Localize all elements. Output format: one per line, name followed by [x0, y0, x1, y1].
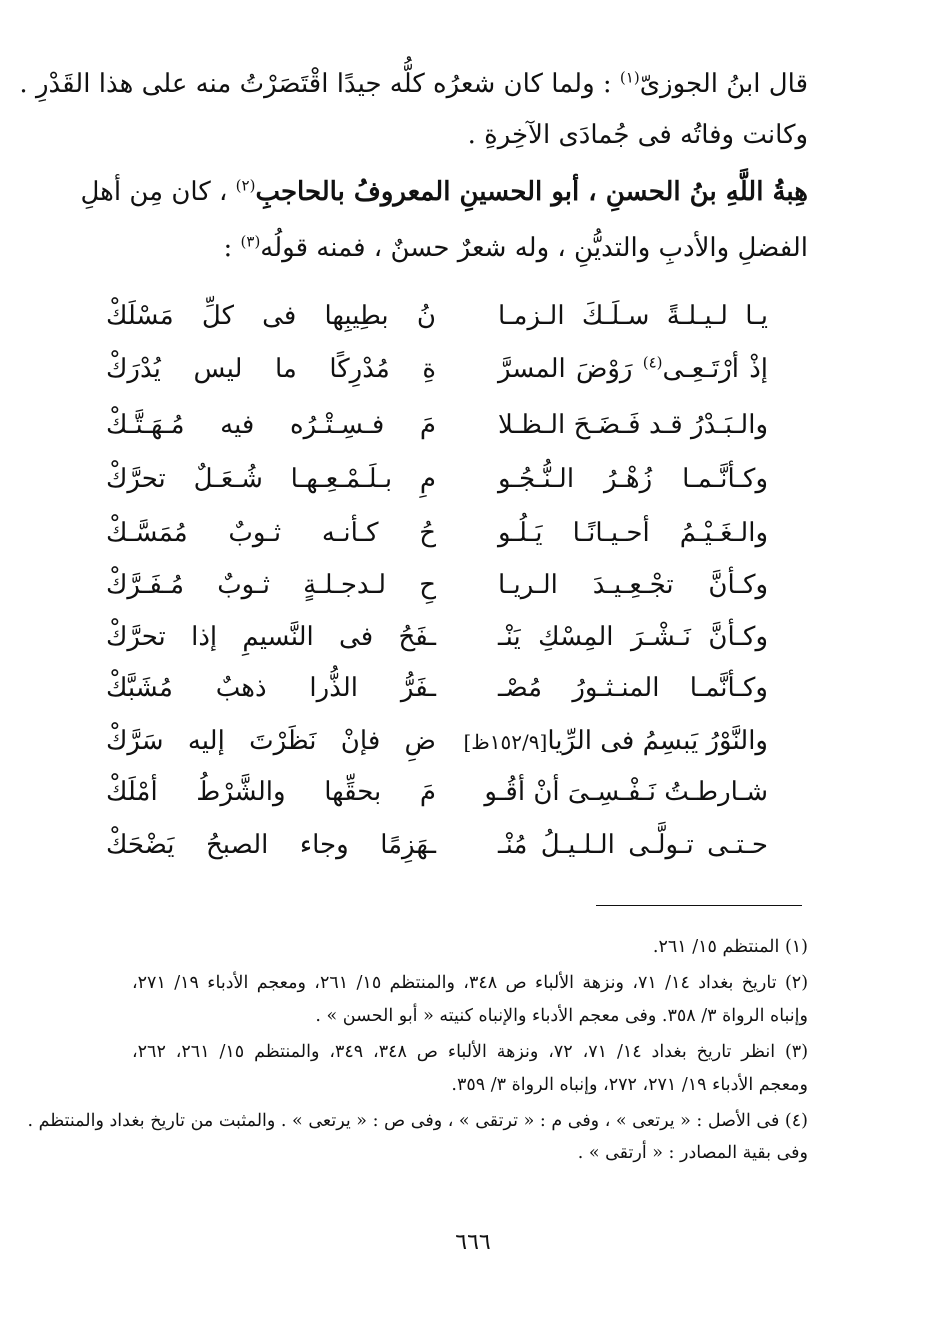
body-line-4-post: :: [223, 233, 241, 263]
footnote-4-line-1: (٤) فى الأصل : « يرتعى » ، وفى م : « ترتقى » ، وفى ص : « يرتعى » . والمثبت من تاريخ بغداد والمنتظم .: [27, 1111, 808, 1131]
body-line-4-pre: الفضلِ والأدبِ والتديُّنِ ، وله شعرٌ حسنٌ ، فمنه قولُه: [260, 233, 808, 263]
body-line-1-pre: قال ابنُ الجوزىّ: [639, 69, 808, 99]
verse-5-sadr: والـغَـيْـمُ أحـيـانًـا يَـلُـو: [498, 518, 768, 548]
verse-6-sadr: وكـأنَّ تجْـعِـيـدَ الـريـا: [498, 570, 768, 600]
verse-7-ajuz: ـفَحُ فى النَّسيمِ إذا تحرَّكْ: [106, 622, 436, 652]
verse-4-sadr: وكـأنَّـمـا زُهْـرُ الـنُّـجُـو: [498, 464, 768, 494]
body-line-3: [80, 172, 808, 212]
verse-2-sadr-pre: إذْ أرْتَـعِـى: [662, 354, 768, 384]
footnote-3-line-1: (٣) انظر تاريخ بغداد ١٤/ ٧١، ٧٢، ونزهة الألباء ص ٣٤٨، ٣٤٩، والمنتظم ١٥/ ٢٦١، ٢٦٢،: [132, 1042, 809, 1062]
footnote-4-line-2: وفى بقية المصادر : « أرتقى » .: [577, 1143, 808, 1163]
verse-10-sadr: شـارطـتُ نَـفْـسِـىَ أنْ أقُـو: [484, 777, 768, 807]
verse-1-sadr: يـا لـيـلـةً سـلَـكَ الـزمـا: [498, 301, 768, 331]
footnote-3-line-2: ومعجم الأدباء ١٩/ ٢٧١، ٢٧٢، وإنباه الرواة ٣/ ٣٥٩.: [451, 1075, 808, 1095]
verse-3-ajuz: مَ فـسِـتْـرُه فيه مُـهَـتَّـكْ: [106, 410, 436, 440]
verse-9-ajuz: ضِ فإنْ نَظَرْتَ إليه سَرَّكْ: [106, 726, 436, 756]
verse-8-ajuz: ـفَرُّ الذُّرا ذهبٌ مُشَبَّكْ: [106, 673, 436, 703]
verse-9-sadr: [463, 721, 768, 762]
page-number: ٦٦٦: [455, 1230, 491, 1255]
body-line-1: [19, 64, 808, 104]
body-line-2: وكانت وفاتُه فى جُمادَى الآخِرةِ .: [467, 120, 808, 150]
footnote-1: (١) المنتظم ١٥/ ٢٦١.: [652, 937, 808, 957]
body-line-1-post: : ولما كان شعرُه كلُّه جيدًا اقْتَصَرْتُ منه على هذا القَدْرِ .: [19, 69, 620, 99]
verse-10-ajuz: مَ بحقِّها والشَّرْطُ أمْلَكْ: [106, 777, 436, 807]
verse-11-ajuz: ـهَزِمًا وجاء الصبحُ يَضْحَكْ: [106, 830, 436, 860]
verse-6-ajuz: حِ لـدجـلـةٍ ثـوبٌ مُـفَـرَّكْ: [106, 570, 436, 600]
body-line-3-post: ، كان مِن أهلِ: [80, 177, 236, 207]
manuscript-folio-marker: [١٥٢/٩ظ]: [463, 730, 548, 754]
verse-4-ajuz: مِ بـلَـمْـعِـهـا شُـعَـلٌ تحرَّكْ: [106, 464, 436, 494]
verse-9-sadr-text: والنَّوْرُ يَبسِمُ فى الرِّيا: [547, 726, 768, 756]
footnote-ref-2: (٢): [235, 176, 256, 195]
verse-2-ajuz: ةِ مُدْرِكًا ما ليس يُدْرَكْ: [106, 354, 436, 384]
footnote-ref-4: (٤): [642, 353, 663, 372]
verse-2-sadr-post: رَوْضَ المسرَّ: [498, 354, 643, 384]
footnote-2-line-1: (٢) تاريخ بغداد ١٤/ ٧١، ونزهة الألباء ص ٣٤٨، والمنتظم ١٥/ ٢٦١، ومعجم الأدباء ١٩/ ٢٧١،: [132, 973, 809, 993]
verse-3-sadr: والـبَـدْرُ قـد فَـضَـحَ الـظـلا: [498, 410, 768, 440]
biography-heading-name: هِبةُ اللَّهِ بنُ الحسنِ ، أبو الحسينِ المعروفُ بالحاجبِ: [255, 177, 808, 207]
verse-5-ajuz: حُ كـأنـه ثـوبٌ مُمَسَّـكْ: [106, 518, 436, 548]
footnote-separator: [596, 905, 802, 906]
verse-11-sadr: حـتـى تـولَّـى الـلـيـلُ مُنْـ: [498, 830, 768, 860]
footnote-ref-3: (٣): [240, 232, 261, 251]
verse-1-ajuz: نُ بطِيبِها فى كلِّ مَسْلَكْ: [106, 301, 436, 331]
footnote-ref-1: (١): [619, 68, 640, 87]
verse-7-sadr: وكـأنَّ نَـشْـرَ المِسْكِ يَنْـ: [498, 622, 768, 652]
footnote-2-line-2: وإنباه الرواة ٣/ ٣٥٨. وفى معجم الأدباء والإنباه كنيته « أبو الحسن » .: [315, 1006, 808, 1026]
verse-2-sadr: [498, 349, 768, 389]
verse-8-sadr: وكـأنَّمـا المنـثـورُ مُصْـ: [498, 673, 768, 703]
body-line-4: [132, 228, 808, 268]
